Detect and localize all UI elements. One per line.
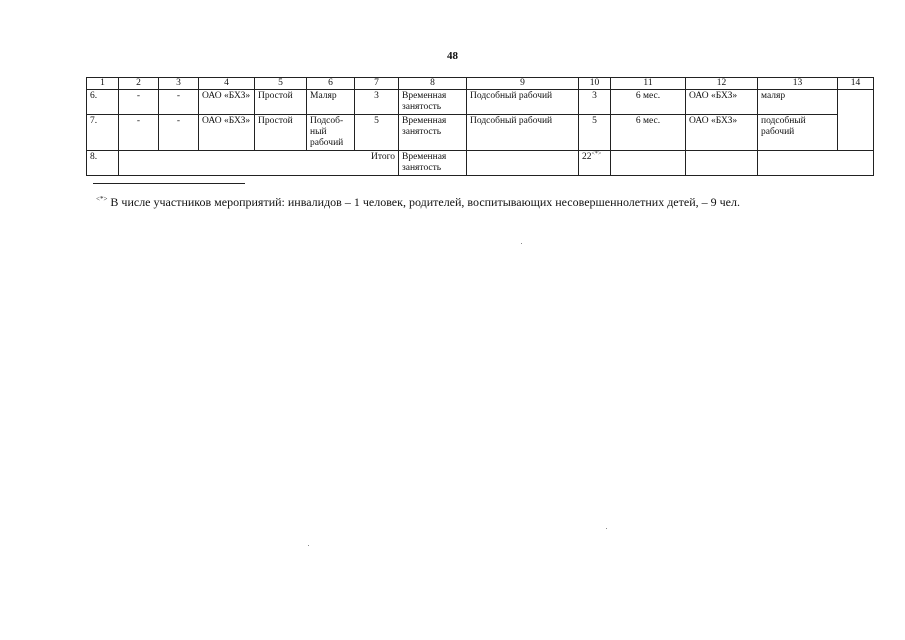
footnote	[96, 195, 876, 210]
total-count	[579, 151, 611, 176]
column-header: 10	[579, 78, 611, 90]
column-header: 5	[255, 78, 307, 90]
cell-count: 3	[355, 90, 399, 115]
cell	[686, 151, 758, 176]
cell-count: 5	[579, 115, 611, 151]
cell-status: Простой	[255, 90, 307, 115]
cell-position: Подсобный рабочий	[467, 115, 579, 151]
cell: -	[159, 115, 199, 151]
cell-employer: ОАО «БХЗ»	[686, 90, 758, 115]
footnote-divider	[93, 183, 245, 184]
footnote-text: В числе участников мероприятий: инвалидов – 1 человек, родителей, воспитывающих несовершеннолетних детей, – 9 чел.	[110, 195, 740, 209]
column-header: 4	[199, 78, 255, 90]
column-header: 1	[87, 78, 119, 90]
cell	[611, 151, 686, 176]
cell-employer: ОАО «БХЗ»	[686, 115, 758, 151]
cell-profession: подсобный рабочий	[758, 115, 838, 151]
table-total-row	[87, 151, 874, 176]
column-header: 12	[686, 78, 758, 90]
cell	[758, 151, 874, 176]
cell-duration: 6 мес.	[611, 115, 686, 151]
cell-count: 5	[355, 115, 399, 151]
cell: -	[119, 115, 159, 151]
cell: -	[119, 90, 159, 115]
column-header: 8	[399, 78, 467, 90]
cell-number: 8.	[87, 151, 119, 176]
cell-count: 3	[579, 90, 611, 115]
scan-speck	[308, 545, 309, 546]
cell-profession: маляр	[758, 90, 838, 115]
cell-employment-type: Временная занятость	[399, 90, 467, 115]
table-header-row	[87, 78, 874, 90]
total-label: Итого	[119, 151, 399, 176]
cell: -	[159, 90, 199, 115]
cell-employment-type: Временная занятость	[399, 115, 467, 151]
cell-position: Подсобный рабочий	[467, 90, 579, 115]
page-number: 48	[447, 50, 458, 62]
footnote-mark: <*>	[96, 195, 108, 203]
cell-profession: Маляр	[307, 90, 355, 115]
column-header: 13	[758, 78, 838, 90]
column-header: 7	[355, 78, 399, 90]
cell-duration: 6 мес.	[611, 90, 686, 115]
cell-number: 7.	[87, 115, 119, 151]
total-value: 22	[582, 152, 592, 162]
column-header: 3	[159, 78, 199, 90]
table-row	[87, 90, 874, 115]
column-header: 9	[467, 78, 579, 90]
data-table	[86, 77, 874, 176]
column-header: 2	[119, 78, 159, 90]
cell-profession: Подсоб-ный рабочий	[307, 115, 355, 151]
column-header: 14	[838, 78, 874, 90]
cell	[467, 151, 579, 176]
cell-employment-type: Временная занятость	[399, 151, 467, 176]
cell	[838, 90, 874, 151]
cell-employer: ОАО «БХЗ»	[199, 90, 255, 115]
scan-speck	[521, 243, 522, 244]
column-header: 6	[307, 78, 355, 90]
scan-speck	[606, 528, 607, 529]
footnote-reference: <*>	[591, 150, 602, 157]
table-row	[87, 115, 874, 151]
column-header: 11	[611, 78, 686, 90]
cell-employer: ОАО «БХЗ»	[199, 115, 255, 151]
cell-number: 6.	[87, 90, 119, 115]
cell-status: Простой	[255, 115, 307, 151]
